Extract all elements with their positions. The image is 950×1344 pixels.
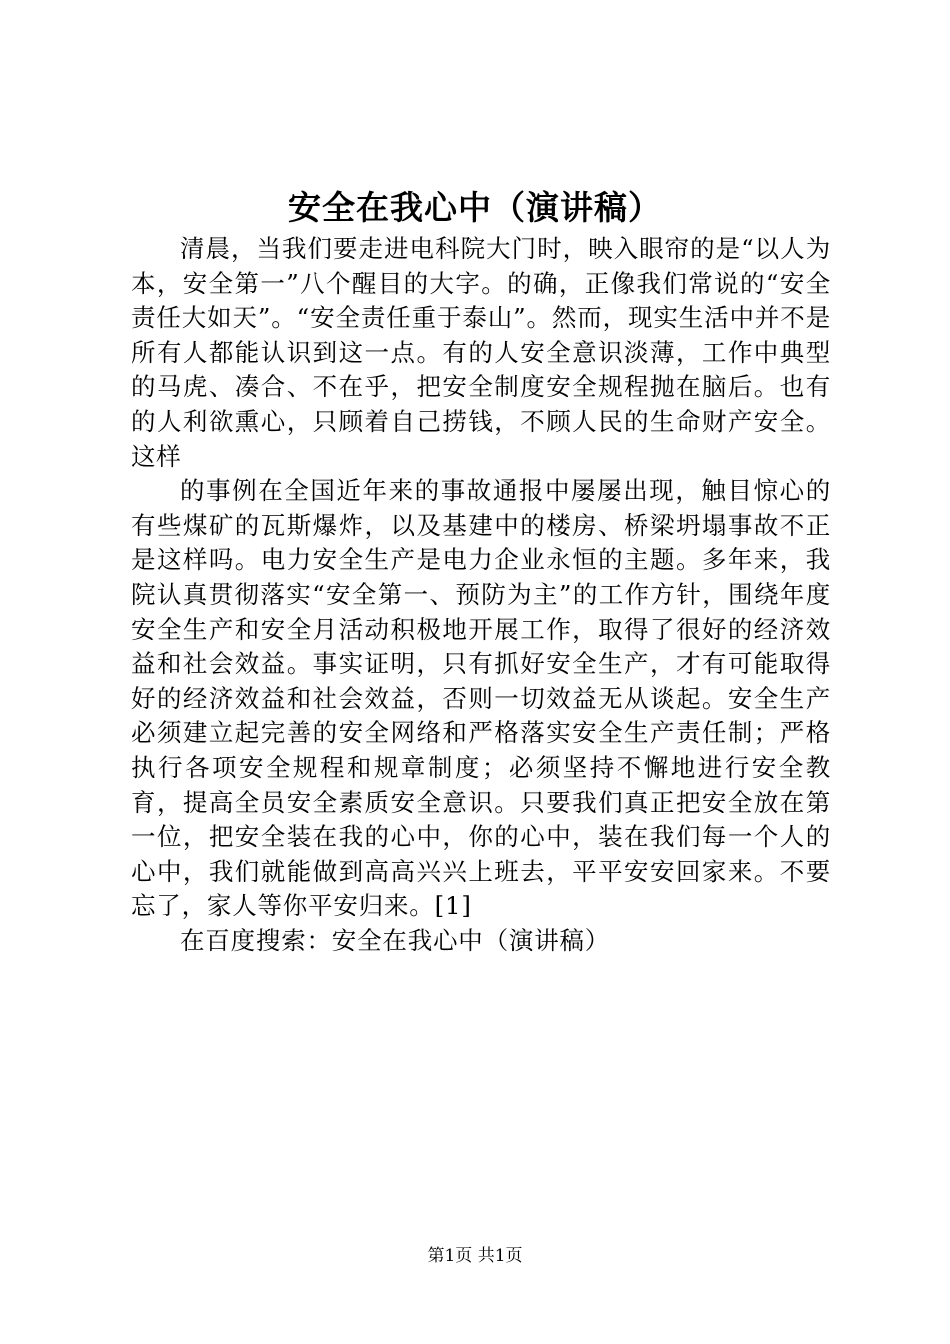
page-footer: 第1页 共1页 — [427, 1246, 523, 1266]
document-body — [131, 232, 831, 958]
paragraph-3: 在百度搜索：安全在我心中（演讲稿） — [180, 925, 611, 955]
document-title: 安全在我心中（演讲稿） — [288, 188, 662, 227]
paragraph-1: 清晨，当我们要走进电科院大门时，映入眼帘的是“以人为本，安全第一”八个醒目的大字。的确，正像我们常说的“安全责任大如天”。“安全责任重于泰山”。然而，现实生活中并不是所有人都能认识到这一点。有的人安全意识淡薄，工作中典型的马虎、凑合、不在乎，把安全制度安全规程抛在脑后。也有的人利欲熏心，只顾着自己捞钱，不顾人民的生命财产安全。这样 — [131, 234, 831, 471]
paragraph-2: 的事例在全国近年来的事故通报中屡屡出现，触目惊心的有些煤矿的瓦斯爆炸，以及基建中的楼房、桥梁坍塌事故不正是这样吗。电力安全生产是电力企业永恒的主题。多年来，我院认真贯彻落实“安全第一、预防为主”的工作方针，围绕年度安全生产和安全月活动积极地开展工作，取得了很好的经济效益和社会效益。事实证明，只有抓好安全生产，才有可能取得好的经济效益和社会效益，否则一切效益无从谈起。安全生产必须建立起完善的安全网络和严格落实安全生产责任制；严格执行各项安全规程和规章制度；必须坚持不懈地进行安全教育，提高全员安全素质安全意识。只要我们真正把安全放在第一位，把安全装在我的心中，你的心中，装在我们每一个人的心中，我们就能做到高高兴兴上班去，平平安安回家来。不要忘了，家人等你平安归来。[1] — [131, 476, 831, 921]
